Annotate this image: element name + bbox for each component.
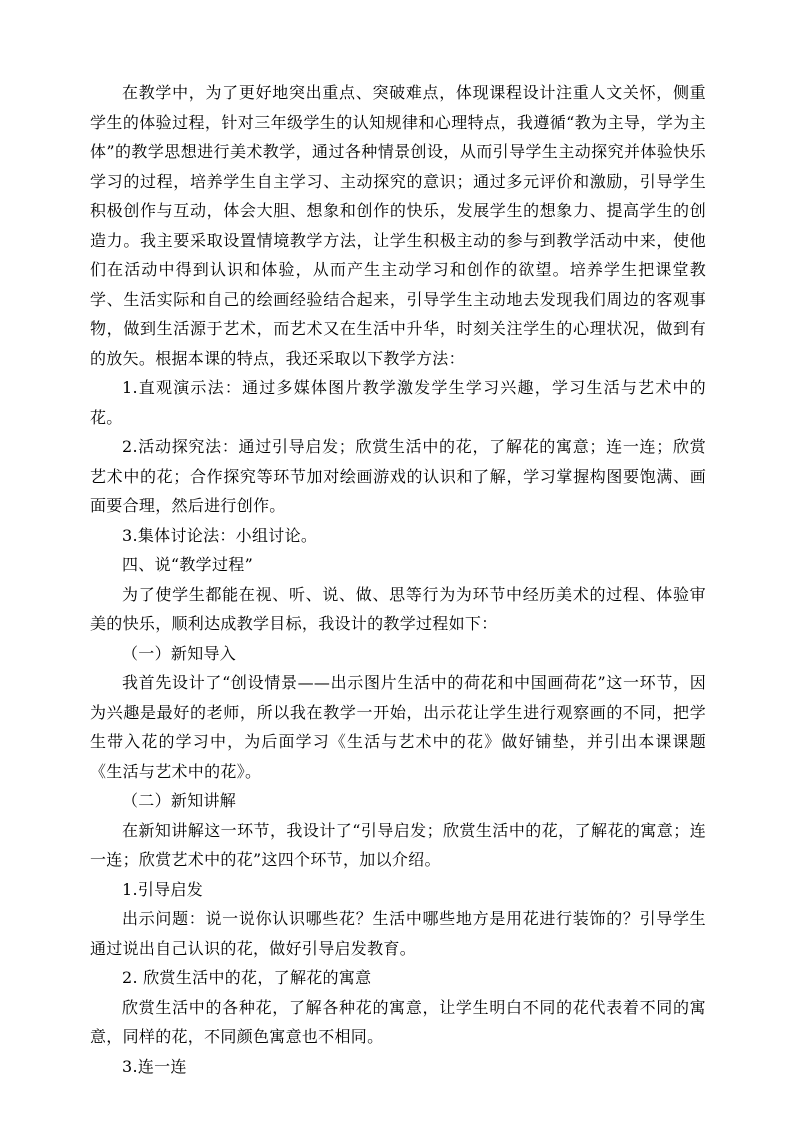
section-heading-teaching-process: 四、说“教学过程”: [122, 555, 254, 574]
document-page: [90, 78, 706, 1081]
paragraph-method-3: 3.集体讨论法：小组讨论。: [122, 525, 318, 545]
subheading-new-knowledge-explain: （二）新知讲解: [122, 791, 237, 810]
paragraph-intro-detail: 我首先设计了“创设情景——出示图片生活中的荷花和中国画荷花”这一环节，因为兴趣是最好的老师，所以我在教学一开始，出示花让学生进行观察画的不同，把学生带入花的学习中，为后面学习《生活与艺术中的花》做好铺垫，并引出本课课题《生活与艺术中的花》。: [90, 673, 706, 781]
item-heading-connect: 3.连一连: [122, 1056, 187, 1076]
paragraph-method-2: 2.活动探究法：通过引导启发；欣赏生活中的花，了解花的寓意；连一连；欣赏艺术中的花；合作探究等环节加对绘画游戏的认识和了解，学习掌握构图要饱满、画面要合理，然后进行创作。: [90, 437, 706, 515]
paragraph-guide-detail: 出示问题：说一说你认识哪些花？生活中哪些地方是用花进行装饰的？引导学生通过说出自己认识的花，做好引导启发教育。: [90, 909, 706, 958]
paragraph-process-intro: 为了使学生都能在视、听、说、做、思等行为为环节中经历美术的过程、体验审美的快乐，顺利达成教学目标，我设计的教学过程如下：: [90, 584, 706, 633]
item-heading-guide: 1.引导启发: [122, 879, 204, 899]
paragraph-explain-detail: 在新知讲解这一环节，我设计了“引导启发；欣赏生活中的花，了解花的寓意；连一连；欣赏艺术中的花”这四个环节，加以介绍。: [90, 820, 706, 869]
paragraph-teaching-approach: 在教学中，为了更好地突出重点、突破难点，体现课程设计注重人文关怀，侧重学生的体验过程，针对三年级学生的认知规律和心理特点，我遵循“教为主导，学为主体”的教学思想进行美术教学，通过各种情景创设，从而引导学生主动探究并体验快乐学习的过程，培养学生自主学习、主动探究的意识；通过多元评价和激励，引导学生积极创作与互动，体会大胆、想象和创作的快乐，发展学生的想象力、提高学生的创造力。我主要采取设置情境教学方法，让学生积极主动的参与到教学活动中来，使他们在活动中得到认识和体验，从而产生主动学习和创作的欲望。培养学生把课堂教学、生活实际和自己的绘画经验结合起来，引导学生主动地去发现我们周边的客观事物，做到生活源于艺术，而艺术又在生活中升华，时刻关注学生的心理状况，做到有的放矢。根据本课的特点，我还采取以下教学方法：: [90, 83, 706, 368]
item-heading-appreciate: 2. 欣赏生活中的花，了解花的寓意: [122, 968, 372, 987]
paragraph-appreciate-detail: 欣赏生活中的各种花，了解各种花的寓意，让学生明白不同的花代表着不同的寓意，同样的花，不同颜色寓意也不相同。: [90, 997, 706, 1046]
paragraph-method-1: 1.直观演示法：通过多媒体图片教学激发学生学习兴趣，学习生活与艺术中的花。: [90, 378, 706, 427]
subheading-new-knowledge-intro: （一）新知导入: [122, 643, 237, 663]
